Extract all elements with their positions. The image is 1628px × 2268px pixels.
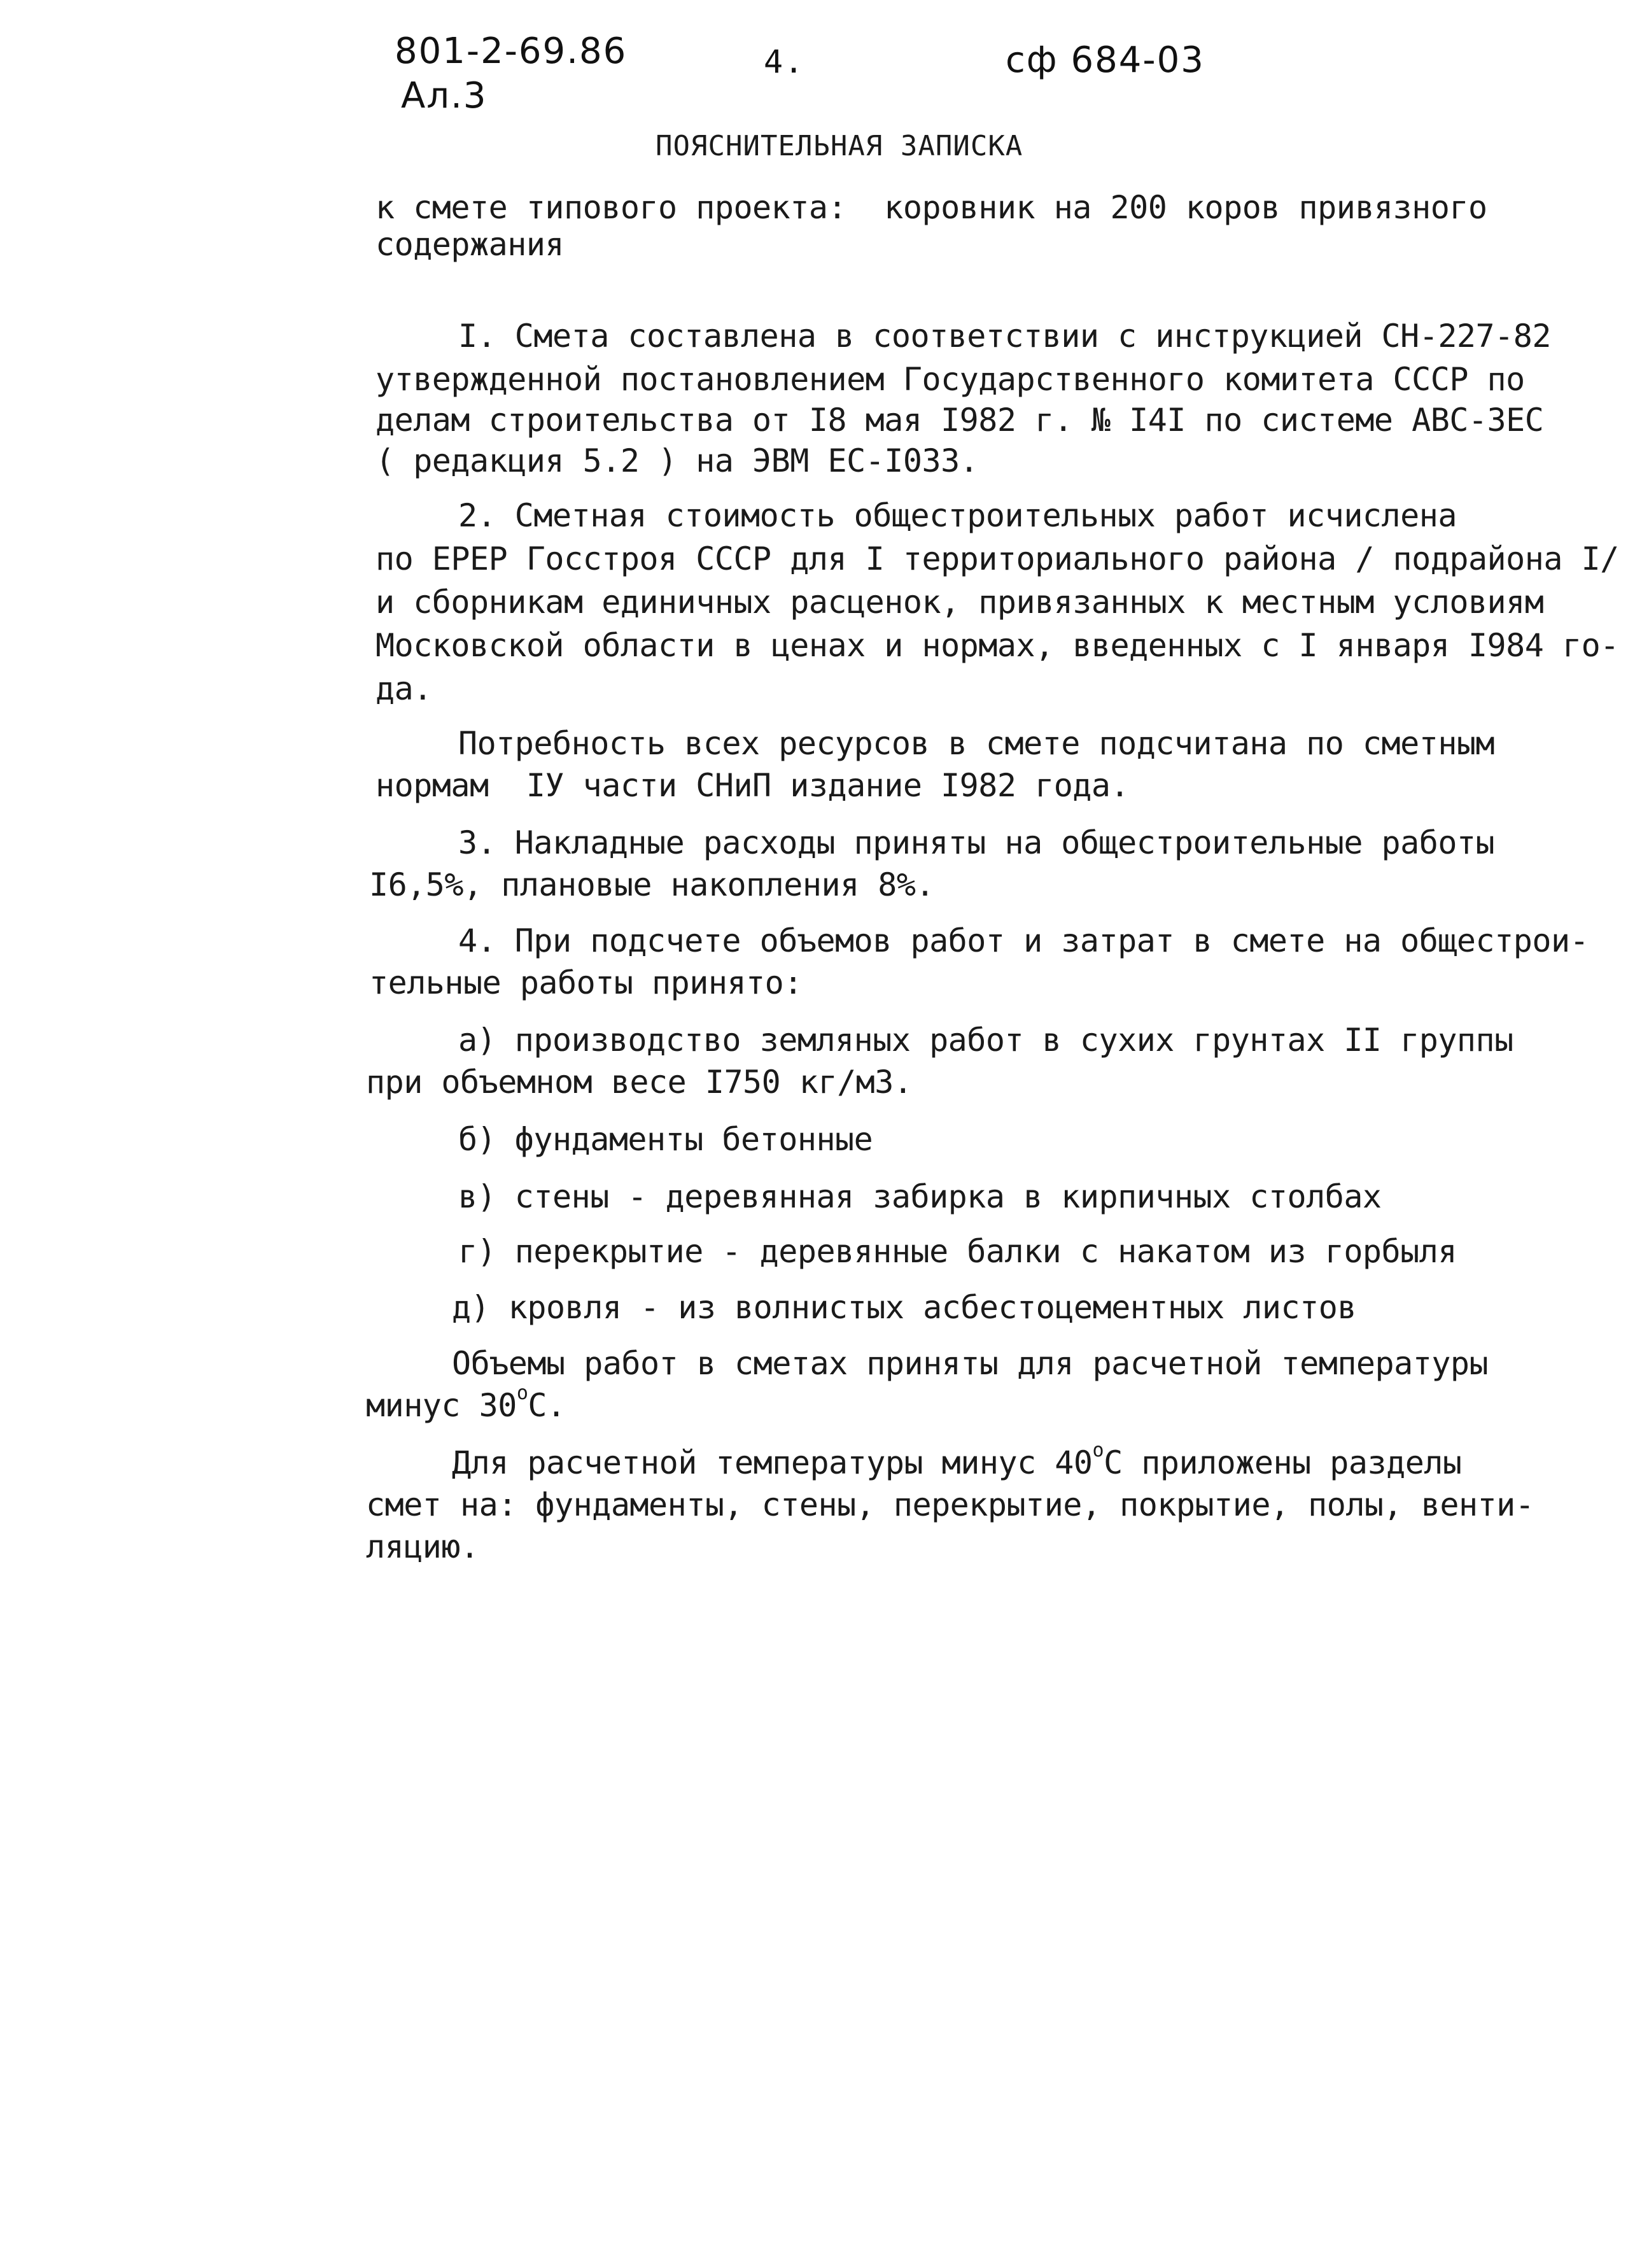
page-title: ПОЯСНИТЕЛЬНАЯ ЗАПИСКА <box>656 130 1023 162</box>
temp40-line <box>452 1441 1462 1484</box>
temp40-line: смет на: фундаменты, стены, перекрытие, покрытие, полы, венти- <box>366 1486 1534 1523</box>
para1-line: делам строительства от I8 мая I982 г. № I4I по системе АВС-ЗЕС <box>375 402 1544 439</box>
subtitle-line: содержания <box>375 226 565 263</box>
para2-line: 2. Сметная стоимость общестроительных работ исчислена <box>458 497 1457 534</box>
resources-line: Потребность всех ресурсов в смете подсчитана по сметным <box>458 725 1495 762</box>
item-v: в) стены - деревянная забирка в кирпичных столбах <box>458 1178 1382 1215</box>
para4-line: 4. При подсчете объемов работ и затрат в смете на общестрои- <box>458 922 1589 959</box>
para2-line: и сборникам единичных расценок, привязанных к местным условиям <box>375 584 1544 621</box>
item-a-line: при объемном весе I750 кг/м3. <box>366 1064 913 1101</box>
resources-line: нормам IУ части СНиП издание I982 года. <box>375 767 1130 804</box>
para3-line: 3. Накладные расходы приняты на общестроительные работы <box>458 824 1495 861</box>
item-g: г) перекрытие - деревянные балки с накатом из горбыля <box>458 1233 1457 1270</box>
item-d: д) кровля - из волнистых асбестоцементных листов <box>452 1289 1356 1326</box>
temp30-line <box>366 1384 566 1427</box>
para2-line: Московской области в ценах и нормах, введенных с I января I984 го- <box>375 627 1619 664</box>
temp40-suffix: С приложены разделы <box>1104 1444 1462 1481</box>
para2-line: по ЕРЕР Госстроя СССР для I территориального района / подрайона I/ <box>375 540 1619 577</box>
temp30-prefix: минус 30 <box>366 1387 517 1424</box>
temp30-line: Объемы работ в сметах приняты для расчетной температуры <box>452 1345 1489 1382</box>
doc-code: 801-2-69.86 <box>395 31 628 72</box>
para4-line: тельные работы принято: <box>369 964 803 1001</box>
temp40-degree: о <box>1092 1439 1104 1462</box>
para2-line: да. <box>375 670 432 707</box>
para1-line: утвержденной постановлением Государственного комитета СССР по <box>375 361 1525 398</box>
album-number: Ал.3 <box>401 75 488 116</box>
para3-line: I6,5%, плановые накопления 8%. <box>369 866 935 903</box>
temp30-degree: о <box>516 1382 528 1404</box>
page-number: 4. <box>764 43 805 80</box>
temp40-line: ляцию. <box>366 1528 479 1565</box>
item-b: б) фундаменты бетонные <box>458 1121 873 1158</box>
archive-stamp: сф 684-03 <box>1006 39 1205 81</box>
subtitle-line: к смете типового проекта: коровник на 200 коров привязного <box>375 189 1487 226</box>
temp40-prefix: Для расчетной температуры минус 40 <box>452 1444 1093 1481</box>
para1-line: I. Смета составлена в соответствии с инструкцией СН-227-82 <box>458 318 1551 355</box>
temp30-suffix: С. <box>528 1387 566 1424</box>
item-a-line: а) производство земляных работ в сухих грунтах II группы <box>458 1022 1513 1059</box>
para1-line: ( редакция 5.2 ) на ЭВМ ЕС-I033. <box>375 442 979 479</box>
